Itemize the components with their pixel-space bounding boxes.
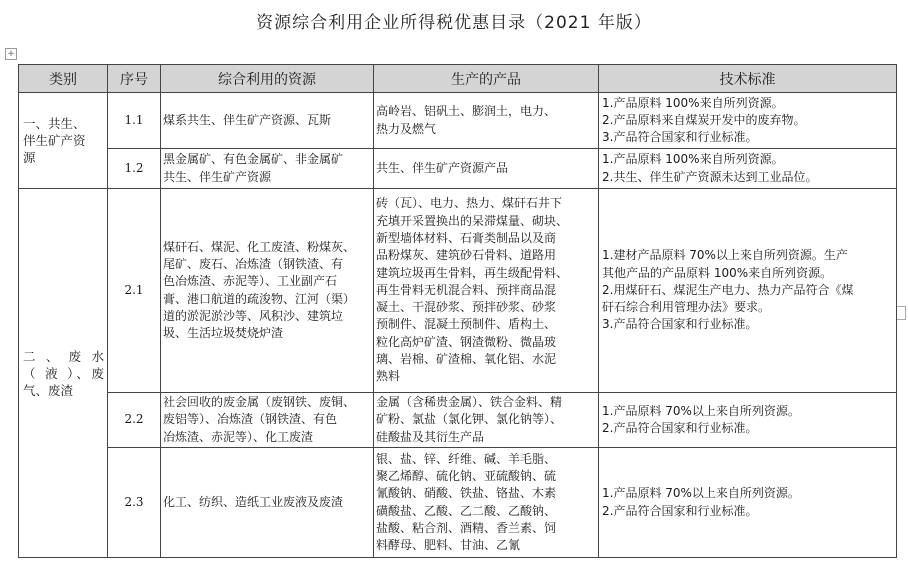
seq-cell: 2.2 bbox=[108, 393, 161, 448]
header-seq: 序号 bbox=[108, 65, 161, 93]
category-cell-1: 一、共生、 伴生矿产资 源 bbox=[19, 93, 108, 189]
seq-cell: 1.2 bbox=[108, 149, 161, 189]
resource-cell: 煤系共生、伴生矿产资源、瓦斯 bbox=[161, 93, 374, 149]
standard-cell: 1.产品原料 70%以上来自所列资源。 2.产品符合国家和行业标准。 bbox=[599, 393, 897, 448]
standard-cell: 1.产品原料 100%来自所列资源。 2.共生、伴生矿产资源未达到工业品位。 bbox=[599, 149, 897, 189]
category-cell-2: 二 、 废 水 （ 液 ）、废 气、废渣 bbox=[19, 189, 108, 558]
resource-cell: 煤矸石、煤泥、化工废渣、粉煤灰、 尾矿、废石、冶炼渣（钢铁渣、有 色冶炼渣、赤泥等）、工业副产石 膏、港口航道的疏浚物、江河（渠） 道的淤泥淤沙等、风积沙、建筑垃 圾、生活垃圾焚烧炉渣 bbox=[161, 189, 374, 393]
standard-cell: 1.产品原料 100%来自所列资源。 2.产品原料来自煤炭开发中的废弃物。 3.产品符合国家和行业标准。 bbox=[599, 93, 897, 149]
standard-cell: 1.产品原料 70%以上来自所列资源。 2.产品符合国家和行业标准。 bbox=[599, 448, 897, 558]
table-row bbox=[19, 93, 897, 149]
table-move-handle-icon[interactable]: + bbox=[5, 48, 17, 60]
table-row bbox=[19, 393, 897, 448]
table-row bbox=[19, 189, 897, 393]
table-row bbox=[19, 448, 897, 558]
product-cell: 银、盐、锌、纤维、碱、羊毛脂、 聚乙烯醇、硫化钠、亚硫酸钠、硫 氰酸钠、硝酸、铁盐、铬盐、木素 磺酸盐、乙酸、乙二酸、乙酸钠、 盐酸、粘合剂、酒精、香兰素、饲 料酵母、肥料、甘油、乙氰 bbox=[374, 448, 599, 558]
product-cell: 高岭岩、铝矾土、膨润土，电力、 热力及燃气 bbox=[374, 93, 599, 149]
resource-cell: 化工、纺织、造纸工业废液及废渣 bbox=[161, 448, 374, 558]
seq-cell: 1.1 bbox=[108, 93, 161, 149]
seq-cell: 2.1 bbox=[108, 189, 161, 393]
product-cell: 共生、伴生矿产资源产品 bbox=[374, 149, 599, 189]
product-cell: 砖（瓦）、电力、热力、煤矸石井下 充填开采置换出的呆滞煤量、砌块、 新型墙体材料、石膏类制品以及商 品粉煤灰、建筑砂石骨料、道路用 建筑垃圾再生骨料，再生级配骨料、 再生骨料无机混合料、预拌商品混 凝土、干混砂浆、预拌砂浆、砂浆 预制件、混凝土预制件、盾构土、 粒化高炉矿渣、钢渣微粉、微晶玻 璃、岩棉、矿渣棉、氧化铝、水泥 熟料 bbox=[374, 189, 599, 393]
document-title: 资源综合利用企业所得税优惠目录（2021 年版） bbox=[256, 13, 652, 33]
table-row bbox=[19, 149, 897, 189]
standard-cell: 1.建材产品原料 70%以上来自所列资源。生产 其他产品的产品原料 100%来自所列资源。 2.用煤矸石、煤泥生产电力、热力产品符合《煤 矸石综合利用管理办法》要求。 3.产品符合国家和行业标准。 bbox=[599, 189, 897, 393]
resource-cell: 社会回收的废金属（废钢铁、废铜、 废铝等）、冶炼渣（钢铁渣、有色 冶炼渣、赤泥等）、化工废渣 bbox=[161, 393, 374, 448]
resource-cell: 黑金属矿、有色金属矿、非金属矿 共生、伴生矿产资源 bbox=[161, 149, 374, 189]
header-category: 类别 bbox=[19, 65, 108, 93]
header-resource: 综合利用的资源 bbox=[161, 65, 374, 93]
header-standard: 技术标准 bbox=[599, 65, 897, 93]
tax-catalog-table bbox=[18, 64, 897, 558]
table-header-row bbox=[19, 65, 897, 93]
header-product: 生产的产品 bbox=[374, 65, 599, 93]
seq-cell: 2.3 bbox=[108, 448, 161, 558]
product-cell: 金属（含稀贵金属）、铁合金料、精 矿粉、氯盐（氯化钾、氯化钠等）、 硅酸盐及其衍生产品 bbox=[374, 393, 599, 448]
table-resize-handle[interactable] bbox=[896, 306, 906, 320]
